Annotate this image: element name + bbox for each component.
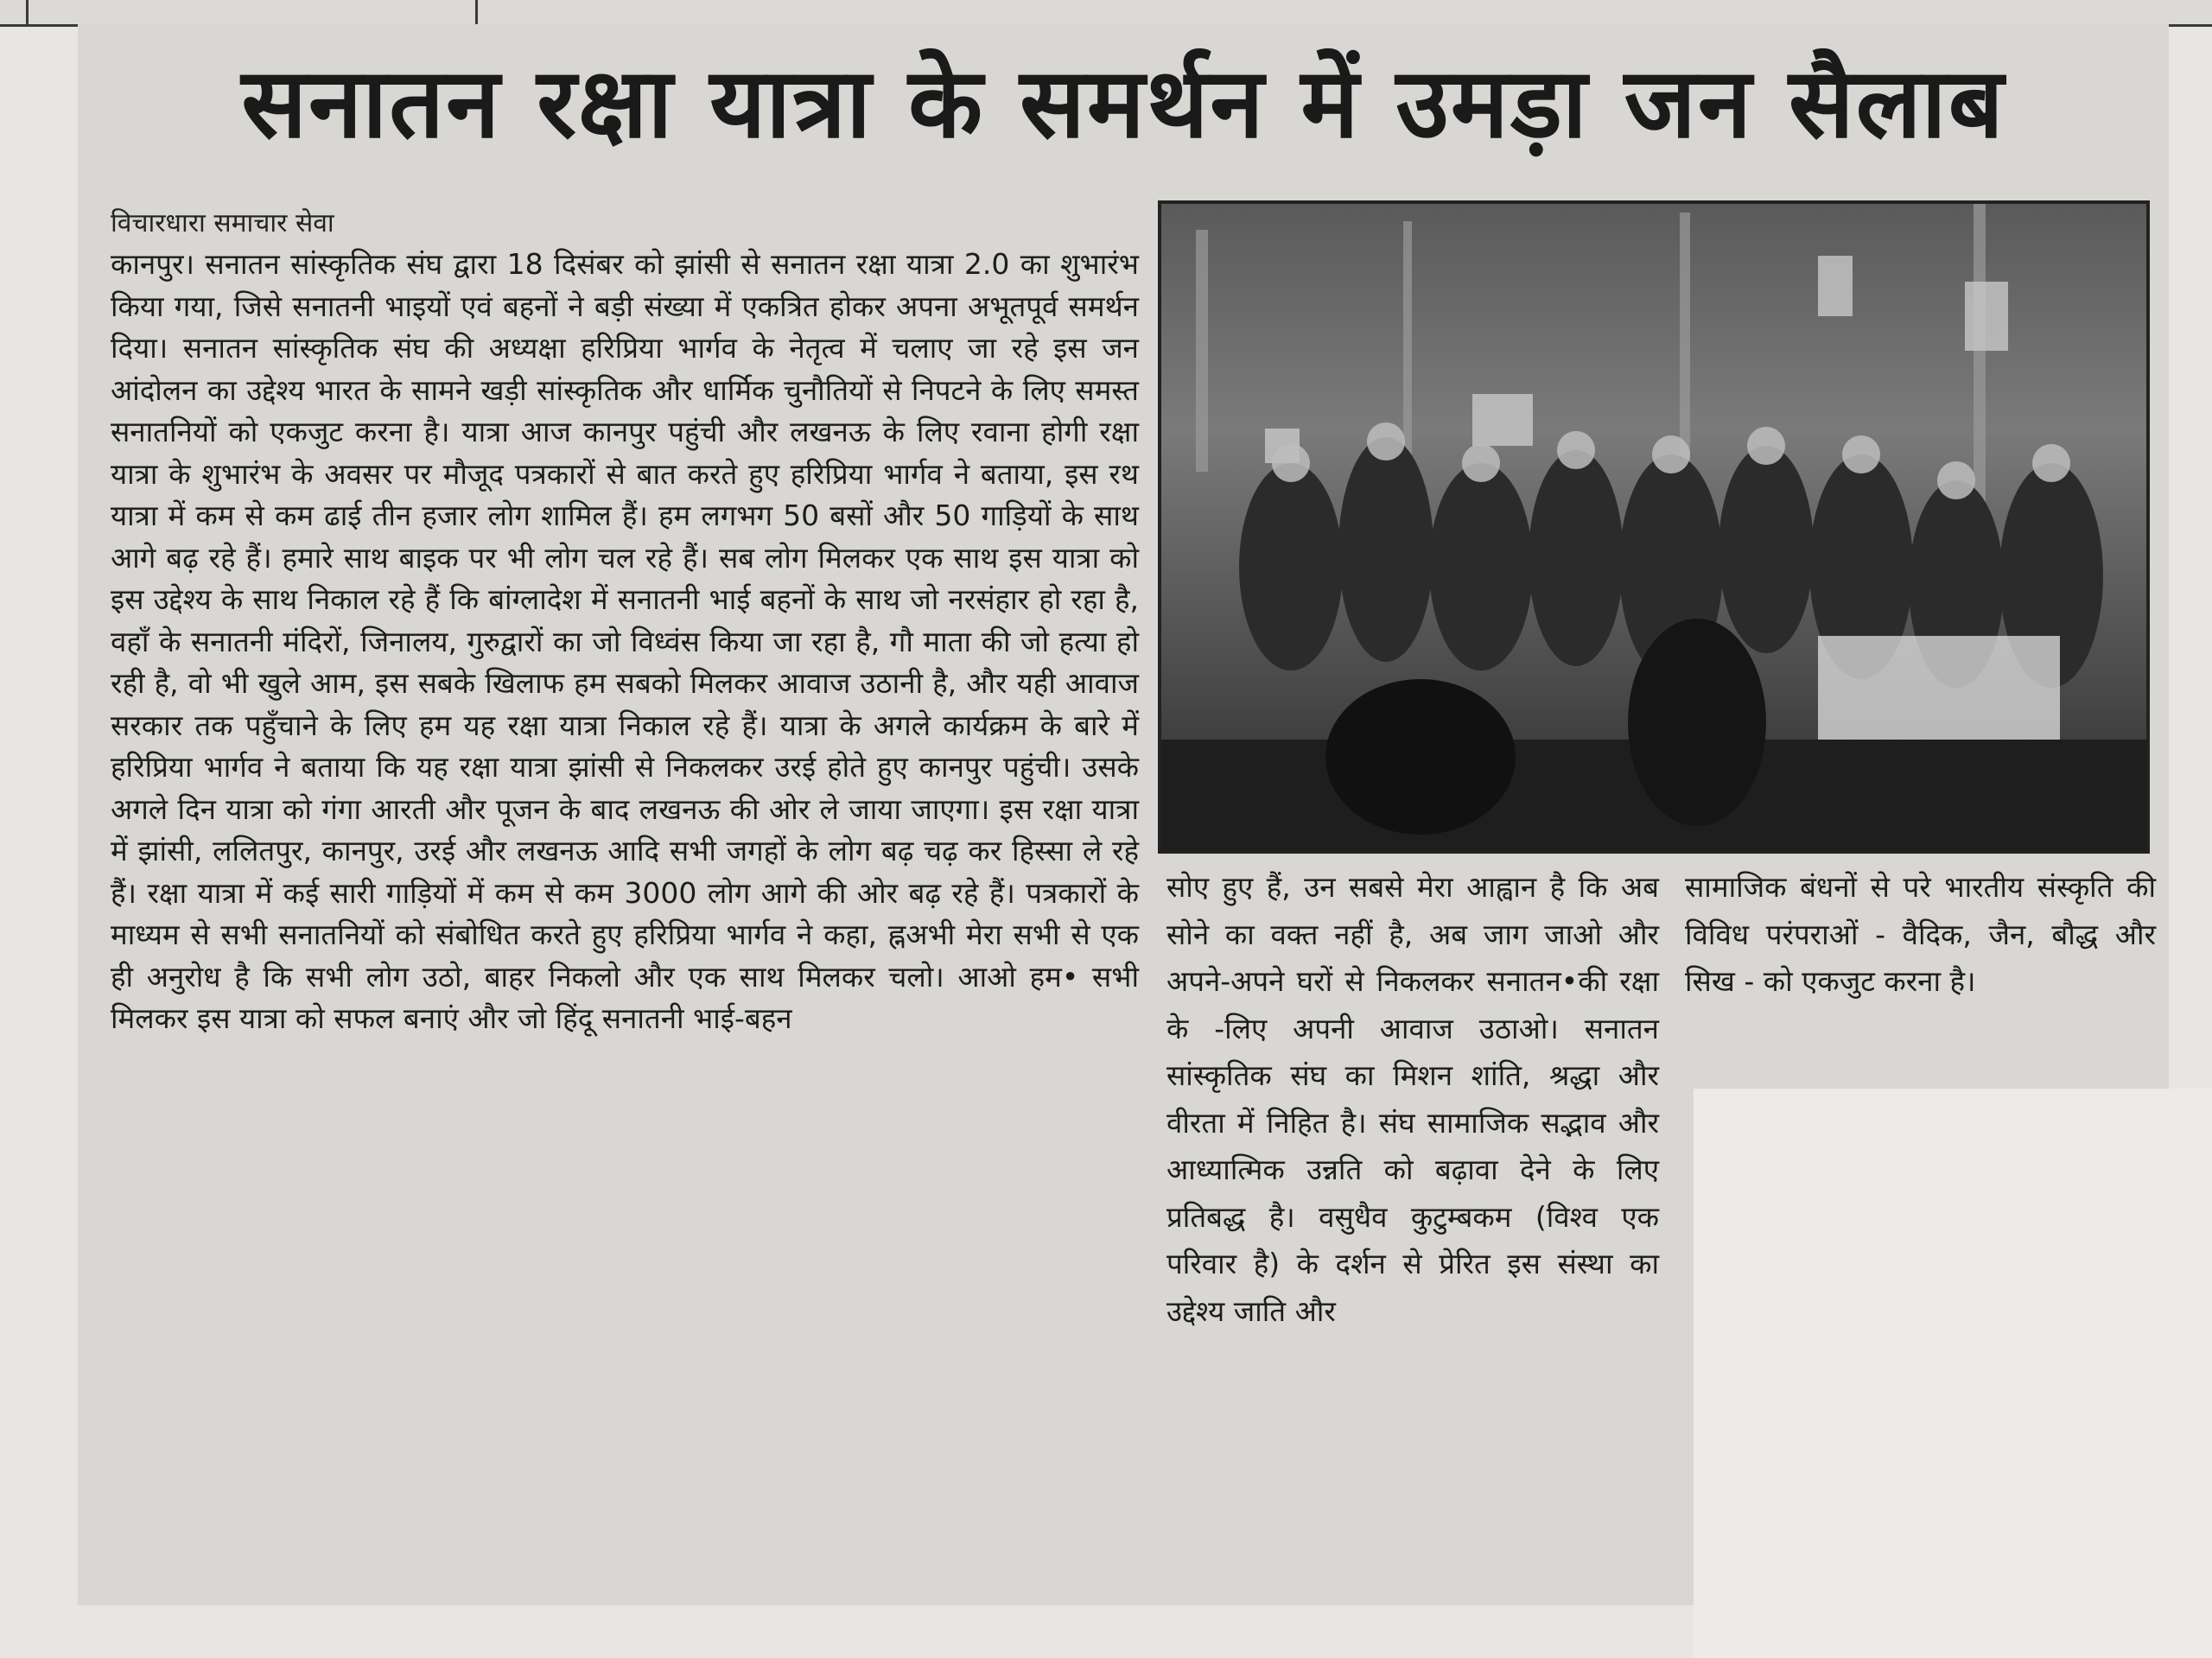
byline: विचारधारा समाचार सेवा	[111, 208, 334, 238]
page-top-strip	[0, 0, 2212, 27]
article-column-2: सोए हुए हैं, उन सबसे मेरा आह्वान है कि अब सोने का वक्त नहीं है, अब जाग जाओ और अपने-अपने घरों से निकलकर सनातन•की रक्षा के -लिए अपनी आवाज उठाओ। सनातन सांस्कृतिक संघ का मिशन शांति, श्रद्धा और वीरता में निहित है। संघ सामाजिक सद्भाव और आध्यात्मिक उन्नति को बढ़ावा देने के लिए प्रतिबद्ध है। वसुधैव कुटुम्बकम (विश्व एक परिवार है) के दर्शन से प्रेरित इस संस्था का उद्देश्य जाति और	[1166, 870, 1659, 1328]
top-strip-cell	[0, 0, 29, 24]
article-column-1: कानपुर। सनातन सांस्कृतिक संघ द्वारा 18 दिसंबर को झांसी से सनातन रक्षा यात्रा 2.0 का शुभारंभ किया गया, जिसे सनातनी भाइयों एवं बहनों ने बड़ी संख्या में एकत्रित होकर अपना अभूतपूर्व समर्थन दिया। सनातन सांस्कृतिक संघ की अध्यक्षा हरिप्रिया भार्गव के नेतृत्व में चलाए जा रहे इस जन आंदोलन का उद्देश्य भारत के सामने खड़ी सांस्कृतिक और धार्मिक चुनौतियों से निपटने के लिए समस्त सनातनियों को एकजुट करना है। यात्रा आज कानपुर पहुंची और लखनऊ के लिए रवाना होगी रक्षा यात्रा के शुभारंभ के अवसर पर मौजूद पत्रकारों से बात करते हुए हरिप्रिया भार्गव ने बताया, इस रथ यात्रा में कम से कम ढाई तीन हजार लोग शामिल हैं। हम लगभग 50 बसों और 50 गाड़ियों के साथ आगे बढ़ रहे हैं। हमारे साथ बाइक पर भी लोग चल रहे हैं। सब लोग मिलकर एक साथ इस यात्रा को इस उद्देश्य के साथ निकाल रहे हैं कि बांग्लादेश में सनातनी भाई बहनों के साथ जो नरसंहार हो रहा है, वहाँ के सनातनी मंदिरों, जिनालय, गुरुद्वारों का जो विध्वंस किया जा रहा है, गौ माता की जो हत्या हो रही है, वो भी खुले आम, इस सबके खिलाफ हम सबको मिलकर आवाज उठानी है, और यही आवाज सरकार तक पहुँचाने के लिए हम यह रक्षा यात्रा निकाल रहे हैं। यात्रा के अगले कार्यक्रम के बारे में हरिप्रिया भार्गव ने बताया कि यह रक्षा यात्रा झांसी से निकलकर उरई होते हुए कानपुर पहुंची। उसके अगले दिन यात्रा को गंगा आरती और पूजन के बाद लखनऊ की ओर ले जाया जाएगा। इस रक्षा यात्रा में झांसी, ललितपुर, कानपुर, उरई और लखनऊ आदि सभी जगहों के लोग बढ़ चढ़ कर हिस्सा ले रहे हैं। रक्षा यात्रा में कई सारी गाड़ियों में कम से कम 3000 लोग आगे की ओर बढ़ रहे हैं। पत्रकारों के माध्यम से सभी सनातनियों को संबोधित करते हुए हरिप्रिया भार्गव ने कहा, ह्नअभी मेरा सभी से एक ही अनुरोध है कि सभी लोग उठो, बाहर निकलो और एक साथ मिलकर चलो। आओ हम• सभी मिलकर इस यात्रा को सफल बनाएं और जो हिंदू सनातनी भाई-बहन	[111, 247, 1139, 1035]
top-strip-cell	[26, 0, 478, 24]
crowd-photo-graphic	[1161, 204, 2146, 850]
article-column-3: सामाजिक बंधनों से परे भारतीय संस्कृति की विविध परंपराओं - वैदिक, जैन, बौद्ध और सिख - को एकजुट करना है।	[1685, 870, 2156, 998]
crowd-photo	[1158, 200, 2150, 854]
headline: सनातन रक्षा यात्रा के समर्थन में उमड़ा जन सैलाब	[241, 48, 2005, 160]
background-paper	[1694, 1089, 2212, 1658]
